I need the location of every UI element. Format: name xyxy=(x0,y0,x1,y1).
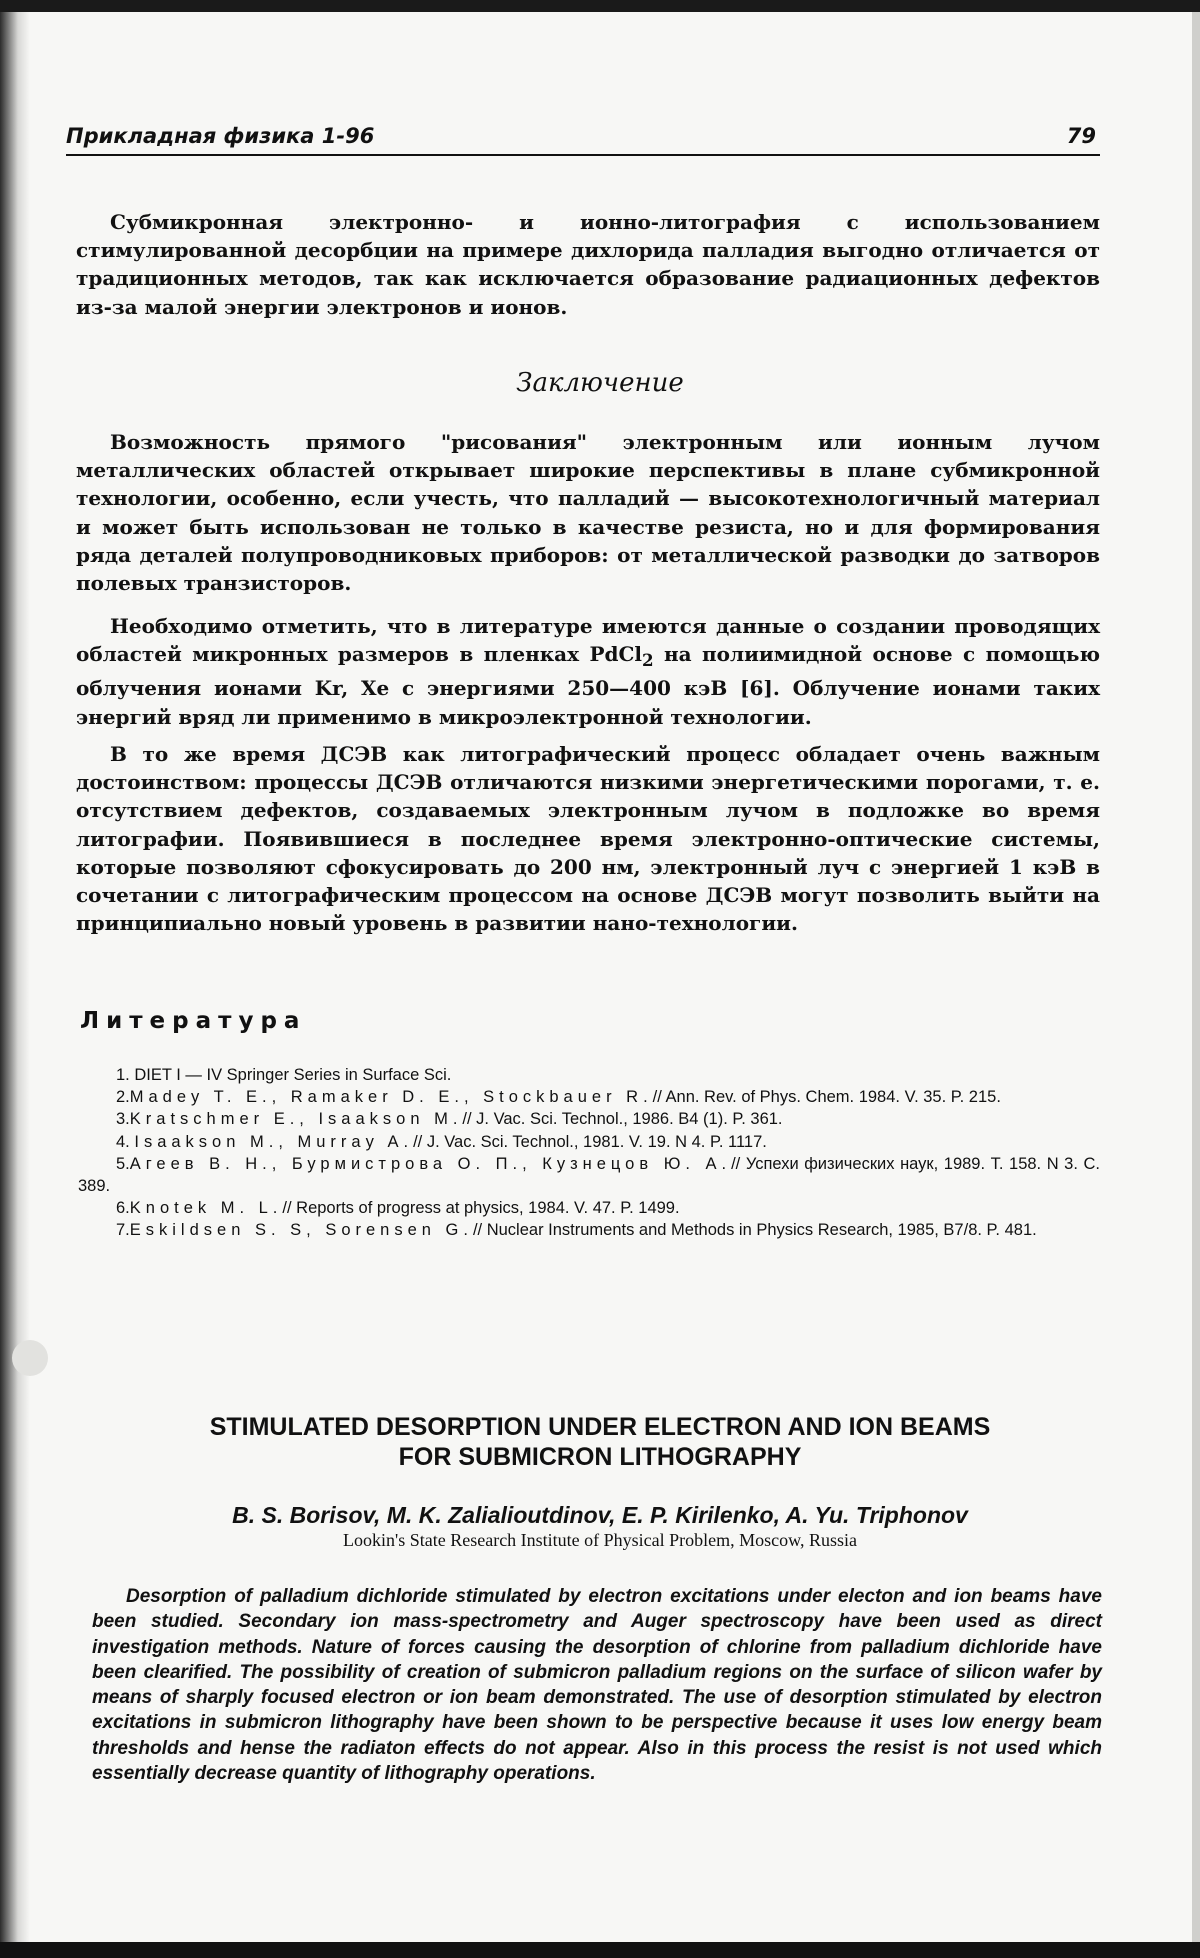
conclusion-paragraph-1: Возможность прямого "рисования" электронным или ионным лучом металлических областей открывает широкие перспективы в плане субмикронной технологии, особенно, если учесть, что палладий — высокотехнологичный материал и может быть использован не только в качестве резиста, но и для формирования ряда деталей полупроводниковых приборов: от металлической разводки до затворов полевых транзисторов. xyxy=(76,430,1100,596)
binder-hole-mark xyxy=(12,1340,48,1376)
conclusion-heading: Заключение xyxy=(516,368,684,398)
references-heading: Литература xyxy=(80,1008,307,1034)
reference-authors: Kratschmer E., Isaakson M. xyxy=(129,1110,463,1129)
english-authors: B. S. Borisov, M. K. Zalialioutdinov, E. P. Kirilenko, A. Yu. Triphonov xyxy=(232,1502,968,1528)
reference-authors: Madey T. E., Ramaker D. E., Stockbauer R. xyxy=(129,1088,653,1107)
journal-title: Прикладная физика 1-96 xyxy=(66,124,375,148)
reference-item: 3.Kratschmer E., Isaakson M.// J. Vac. Sci. Technol., 1986. B4 (1). P. 361. xyxy=(116,1110,783,1129)
paragraph-text: на полиимидной основе с помощью облучения ионами Kr, Xe с энергиями 250—400 кэВ [6]. Облучение ионами таких энергий вряд ли применимо в микроэлектронной технологии. xyxy=(76,642,1100,729)
scan-border-top xyxy=(0,0,1200,12)
conclusion-paragraph-3: В то же время ДСЭВ как литографический процесс обладает очень важным достоинством: процессы ДСЭВ отличаются низкими энергетическими порогами, т. е. отсутствием дефектов, создаваемых электронным лучом в подложке во время литографии. Появившиеся в последнее время электронно-оптические системы, которые позволяют сфокусировать до 200 нм, электронный луч с энергией 1 кэВ в сочетании с литографическим процессом на основе ДСЭВ могут позволить выйти на принципиально новый уровень в развитии нано-технологии. xyxy=(76,742,1100,936)
english-title-line-1: STIMULATED DESORPTION UNDER ELECTRON AND ION BEAMS xyxy=(209,1413,991,1441)
scan-border-right xyxy=(1192,12,1200,1942)
intro-paragraph: Субмикронная электронно- и ионно-литография с использованием стимулированной десорбции на примере дихлорида палладия выгодно отличается от традиционных методов, так как исключается образование радиационных дефектов из-за малой энергии электронов и ионов. xyxy=(76,210,1100,319)
english-abstract: Desorption of palladium dichloride stimulated by electron excitations under electon and ion beams have been studied. Secondary ion mass-spectrometry and Auger spectroscopy have been used as direct investigation methods. Nature of forces causing the desorption of chlorine from palladium dichloride have been clearified. The possibility of creation of submicron palladium regions on the surface of silicon wafer by means of sharply focused electron or ion beam demonstrated. The use of desorption stimulated by electron excitations in submicron lithography have been shown to be perspective because it uses low energy beam thresholds and hense the radiaton effects do not appear. Also in this process the resist is not used which essentially decrease quantity of lithography operations. xyxy=(92,1586,1102,1785)
reference-authors: Eskildsen S. S, Sorensen G. xyxy=(129,1221,473,1240)
scan-border-bottom xyxy=(0,1942,1200,1958)
conclusion-paragraph-2 xyxy=(76,612,1100,731)
reference-authors: Knotek M. L. xyxy=(129,1199,283,1218)
reference-authors: Isaakson M., Murray A. xyxy=(134,1132,414,1151)
reference-authors: Агеев В. Н., Бурмистрова О. П., Кузнецов Ю. А. xyxy=(129,1154,732,1173)
reference-item: 4. Isaakson M., Murray A.// J. Vac. Sci. Technol., 1981. V. 19. N 4. P. 1117. xyxy=(116,1132,767,1151)
page-number: 79 xyxy=(1066,124,1096,148)
reference-item: 6.Knotek M. L.// Reports of progress at physics, 1984. V. 47. P. 1499. xyxy=(116,1199,680,1218)
formula-pdcl2: PdCl$_2$ xyxy=(589,642,654,671)
scan-border-left xyxy=(0,12,30,1942)
reference-item: 2.Madey T. E., Ramaker D. E., Stockbauer R.// Ann. Rev. of Phys. Chem. 1984. V. 35. P. 215. xyxy=(116,1088,1001,1107)
english-title-line-2: FOR SUBMICRON LITHOGRAPHY xyxy=(398,1443,802,1471)
running-header xyxy=(66,122,1100,156)
english-affiliation: Lookin's State Research Institute of Physical Problem, Moscow, Russia xyxy=(342,1530,857,1550)
paragraph-text: Необходимо отметить, что в литературе имеются данные о создании проводящих областей микронных размеров в пленках xyxy=(76,614,1100,667)
reference-item: 1. DIET I — IV Springer Series in Surface Sci. xyxy=(116,1066,452,1084)
reference-item: 5.Агеев В. Н., Бурмистрова О. П., Кузнецов Ю. А.// Успехи физических наук, 1989. Т. 158. N 3. С. 389. xyxy=(78,1154,1100,1196)
reference-item: 7.Eskildsen S. S, Sorensen G.// Nuclear Instruments and Methods in Physics Research, 1985, B7/8. P. 481. xyxy=(116,1221,1037,1240)
english-title xyxy=(0,1412,1200,1472)
references-list xyxy=(78,1064,1100,1242)
